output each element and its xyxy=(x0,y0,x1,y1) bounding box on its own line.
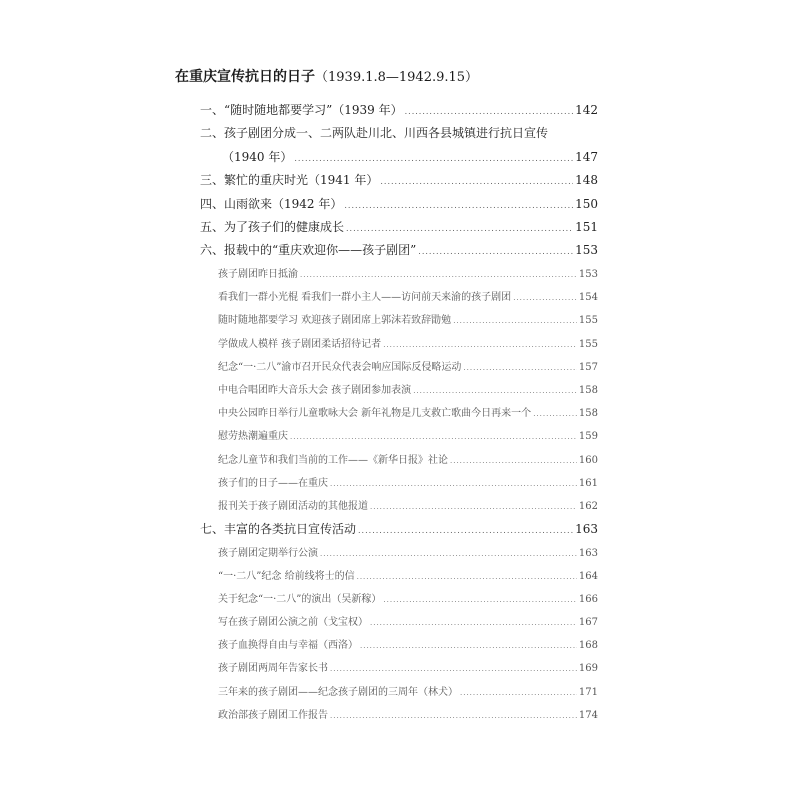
toc-page-number: 158 xyxy=(578,408,598,419)
toc-subentry[interactable] xyxy=(218,404,598,419)
dot-leader xyxy=(513,294,577,302)
toc-entry-label: 孩子剧团定期举行公演 xyxy=(218,548,318,559)
toc-entry-label: 三、繁忙的重庆时光（1941 年） xyxy=(200,173,379,187)
dot-leader xyxy=(370,503,577,511)
toc-entry-label: 纪念儿童节和我们当前的工作——《新华日报》社论 xyxy=(218,455,448,466)
toc-page-number: 160 xyxy=(578,455,598,466)
toc-page-number: 158 xyxy=(578,385,598,396)
toc-subentry[interactable] xyxy=(218,288,598,303)
toc-entry-label: 关于纪念“一·二八”的演出（吴新稼） xyxy=(218,594,382,605)
dot-leader xyxy=(413,387,577,395)
toc-entry-label: 五、为了孩子们的健康成长 xyxy=(200,220,345,234)
toc-entry-label: 政治部孩子剧团工作报告 xyxy=(218,710,328,721)
dot-leader xyxy=(358,526,573,535)
section-title xyxy=(175,66,478,86)
toc-entry-label: 六、报载中的“重庆欢迎你——孩子剧团” xyxy=(200,243,417,257)
toc-entry-label: 一、“随时随地都要学习”（1939 年） xyxy=(200,103,403,117)
toc-entry-label: 看我们一群小光棍 看我们一群小主人——访问前天来渝的孩子剧团 xyxy=(218,292,512,303)
toc-entry[interactable] xyxy=(200,101,598,118)
toc-entry-label: 纪念“一·二八”渝市召开民众代表会响应国际反侵略运动 xyxy=(218,362,462,373)
dot-leader xyxy=(330,480,577,488)
toc-entry-label: 孩子剧团昨日抵渝 xyxy=(218,269,298,280)
dot-leader xyxy=(450,457,577,465)
toc-subentry[interactable] xyxy=(218,683,598,698)
toc-entry-label: 二、孩子剧团分成一、二两队赴川北、川西各县城镇进行抗日宣传 xyxy=(200,126,549,140)
toc-page-number: 150 xyxy=(575,197,598,211)
toc-page-number: 168 xyxy=(578,640,598,651)
toc-entry[interactable] xyxy=(200,241,598,258)
toc-subentry[interactable] xyxy=(218,497,598,512)
toc-subentry[interactable] xyxy=(218,567,598,582)
toc-page-number: 164 xyxy=(578,571,598,582)
dot-leader xyxy=(357,573,577,581)
toc-page-number: 163 xyxy=(575,522,598,536)
toc-entry-label: 孩子血换得自由与幸福（西洛） xyxy=(218,640,358,651)
toc-page-number: 159 xyxy=(578,431,598,442)
toc-page-number: 154 xyxy=(578,292,598,303)
toc-subentry[interactable] xyxy=(218,474,598,489)
toc-entry[interactable] xyxy=(222,148,598,165)
dot-leader xyxy=(290,433,577,441)
section-title-dates: （1939.1.8—1942.9.15） xyxy=(315,70,479,85)
toc-page-number: 162 xyxy=(578,501,598,512)
dot-leader xyxy=(344,201,573,210)
toc-entry[interactable] xyxy=(200,171,598,188)
dot-leader xyxy=(533,410,577,418)
toc-subentry[interactable] xyxy=(218,311,598,326)
toc-entry[interactable] xyxy=(200,124,548,141)
toc-page-number: 166 xyxy=(578,594,598,605)
toc-entry[interactable] xyxy=(200,218,598,235)
dot-leader xyxy=(330,712,577,720)
toc-page-number: 148 xyxy=(575,173,598,187)
toc-page-number: 171 xyxy=(578,687,598,698)
toc-page-number: 153 xyxy=(578,269,598,280)
toc-entry-label: “一·二八”纪念 给前线将士的信 xyxy=(218,571,355,582)
toc-subentry[interactable] xyxy=(218,335,598,350)
toc-entry[interactable] xyxy=(200,520,598,537)
dot-leader xyxy=(463,364,577,372)
dot-leader xyxy=(370,619,577,627)
toc-page-number: 155 xyxy=(578,315,598,326)
toc-entry-label: 写在孩子剧团公演之前（戈宝权） xyxy=(218,617,368,628)
toc-entry-label: 中央公园昨日举行儿童歌咏大会 新年礼物是几支救亡歌曲今日再来一个 xyxy=(218,408,532,419)
toc-subentry[interactable] xyxy=(218,427,598,442)
toc-subentry[interactable] xyxy=(218,544,598,559)
toc-subentry[interactable] xyxy=(218,613,598,628)
toc-subentry[interactable] xyxy=(218,358,598,373)
toc-subentry[interactable] xyxy=(218,451,598,466)
toc-entry-label: 中电合唱团昨大音乐大会 孩子剧团参加表演 xyxy=(218,385,412,396)
toc-entry-label: 随时随地都要学习 欢迎孩子剧团席上郭沫若致辞勖勉 xyxy=(218,315,452,326)
dot-leader xyxy=(300,271,577,279)
toc-subentry[interactable] xyxy=(218,265,598,280)
toc-subentry[interactable] xyxy=(218,706,598,721)
toc-entry-label: 报刊关于孩子剧团活动的其他报道 xyxy=(218,501,368,512)
dot-leader xyxy=(383,596,577,604)
dot-leader xyxy=(346,224,573,233)
toc-entry-label: 七、丰富的各类抗日宣传活动 xyxy=(200,522,357,536)
toc-page-number: 155 xyxy=(578,339,598,350)
dot-leader xyxy=(380,177,573,186)
toc-entry-label: 孩子剧团两周年告家长书 xyxy=(218,663,328,674)
toc-entry-label: 四、山雨欲来（1942 年） xyxy=(200,197,343,211)
toc-page-number: 163 xyxy=(578,548,598,559)
toc-page-number: 167 xyxy=(578,617,598,628)
toc-page-number: 174 xyxy=(578,710,598,721)
toc-page-number: 153 xyxy=(575,243,598,257)
toc-page-number: 169 xyxy=(578,663,598,674)
section-title-text: 在重庆宣传抗日的日子 xyxy=(175,69,315,85)
dot-leader xyxy=(418,247,573,256)
toc-page-number: 142 xyxy=(575,103,598,117)
toc-subentry[interactable] xyxy=(218,659,598,674)
dot-leader xyxy=(320,550,577,558)
toc-entry-label: 三年来的孩子剧团——纪念孩子剧团的三周年（林犬） xyxy=(218,687,458,698)
toc-entry-label: 学做成人模样 孩子剧团柔话招待记者 xyxy=(218,339,382,350)
toc-subentry[interactable] xyxy=(218,590,598,605)
dot-leader xyxy=(360,642,577,650)
toc-entry-label: （1940 年） xyxy=(222,150,293,164)
toc-entry-label: 孩子们的日子——在重庆 xyxy=(218,478,328,489)
dot-leader xyxy=(405,107,573,116)
toc-subentry[interactable] xyxy=(218,381,598,396)
dot-leader xyxy=(383,341,577,349)
dot-leader xyxy=(453,317,577,325)
toc-entry[interactable] xyxy=(200,195,598,212)
toc-page-number: 151 xyxy=(575,220,598,234)
toc-page-number: 147 xyxy=(575,150,598,164)
dot-leader xyxy=(460,689,577,697)
toc-subentry[interactable] xyxy=(218,636,598,651)
toc-page-number: 161 xyxy=(578,478,598,489)
dot-leader xyxy=(294,154,573,163)
toc-page-number: 157 xyxy=(578,362,598,373)
dot-leader xyxy=(330,665,577,673)
toc-entry-label: 慰劳热潮遍重庆 xyxy=(218,431,288,442)
